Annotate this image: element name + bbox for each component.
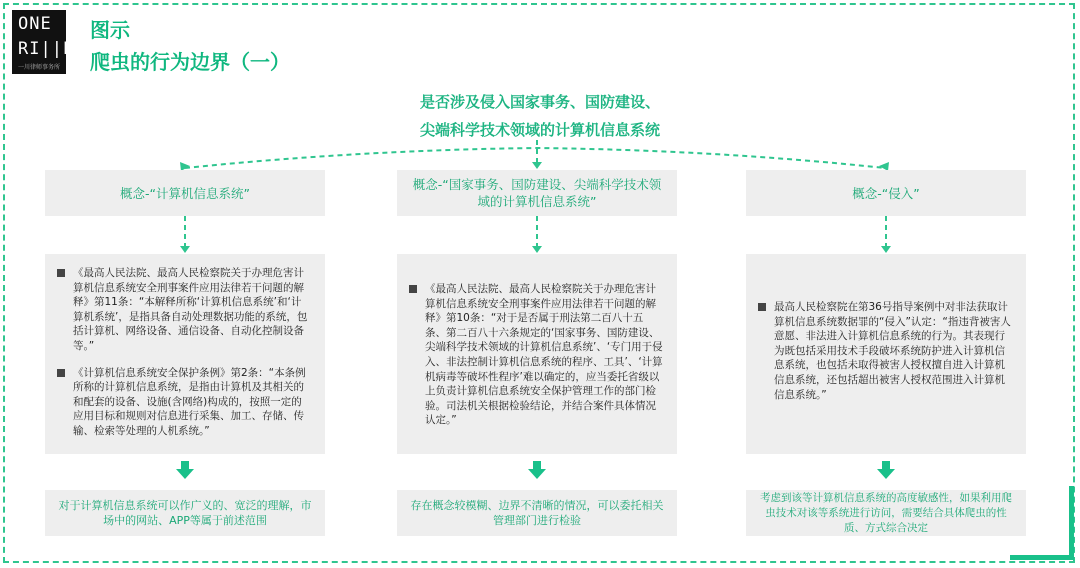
bullet-icon xyxy=(409,285,417,293)
question-line2: 尖端科学技术领域的计算机信息系统 xyxy=(419,121,660,139)
down-arrows xyxy=(176,461,895,479)
bullet-icon xyxy=(758,303,766,311)
column2-body xyxy=(397,254,677,454)
page-title: 图示 xyxy=(90,18,130,42)
bullet-icon xyxy=(57,369,65,377)
question-line1: 是否涉及侵入国家事务、国防建设、 xyxy=(419,93,660,111)
column1-header: 概念-“计算机信息系统” xyxy=(45,170,325,216)
column1-body xyxy=(45,254,325,454)
column3-header: 概念-“侵入” xyxy=(746,170,1026,216)
list-item: 最高人民检察院在第36号指导案例中对非法获取计算机信息系统数据罪的“侵入”认定：“指违背被害人意愿、非法进入计算机信息系统的行为。其表现行为既包括采用技术手段破坏系统防护进入计算机信息系统，也包括未取得被害人授权擅自进入计算机信息系统，还包括超出被害人授权范围进入计算机信息系统。” xyxy=(758,300,1012,402)
logo-line1: ONE xyxy=(18,14,52,34)
column2-footer: 存在概念较模糊、边界不清晰的情况，可以委托相关管理部门进行检验 xyxy=(397,490,677,536)
column2-header: 概念-“国家事务、国防建设、尖端科学技术领域的计算机信息系统” xyxy=(397,170,677,216)
logo-line3: 一川律师事务所 xyxy=(18,64,61,71)
logo-line2: RI||ER xyxy=(18,39,86,59)
bullet-icon xyxy=(57,269,65,277)
list-item: 《最高人民法院、最高人民检察院关于办理危害计算机信息系统安全刑事案件应用法律若干问题的解释》第11条：“本解释所称‘计算机信息系统’和‘计算机系统’，是指具备自动处理数据功能的系统，包括计算机、网络设备、通信设备、自动化控制设备等。” xyxy=(57,266,311,354)
column3-body xyxy=(746,254,1026,454)
column1-footer: 对于计算机信息系统可以作广义的、宽泛的理解，市场中的网站、APP等属于前述范围 xyxy=(45,490,325,536)
list-item: 《计算机信息系统安全保护条例》第2条：“本条例所称的计算机信息系统，是指由计算机及其相关的和配套的设备、设施(含网络)构成的，按照一定的应用目标和规则对信息进行采集、加工、存储、传输、检索等处理的人机系统。” xyxy=(57,366,311,439)
page-subtitle: 爬虫的行为边界（一） xyxy=(90,50,290,74)
list-item: 《最高人民法院、最高人民检察院关于办理危害计算机信息系统安全刑事案件应用法律若干问题的解释》第10条：“对于是否属于刑法第二百八十五条、第二百八十六条规定的‘国家事务、国防建设、尖端科学技术领域的计算机信息系统’、‘专门用于侵入、非法控制计算机信息系统的程序、工具’、‘计算机病毒等破坏性程序’难以确定的，应当委托省级以上负责计算机信息系统安全保护管理工作的部门检验。司法机关根据检验结论，并结合案件具体情况认定。” xyxy=(409,282,663,428)
column3-footer: 考虑到该等计算机信息系统的高度敏感性，如果利用爬虫技术对该等系统进行访问，需要结合具体爬虫的性质、方式综合决定 xyxy=(746,490,1026,536)
